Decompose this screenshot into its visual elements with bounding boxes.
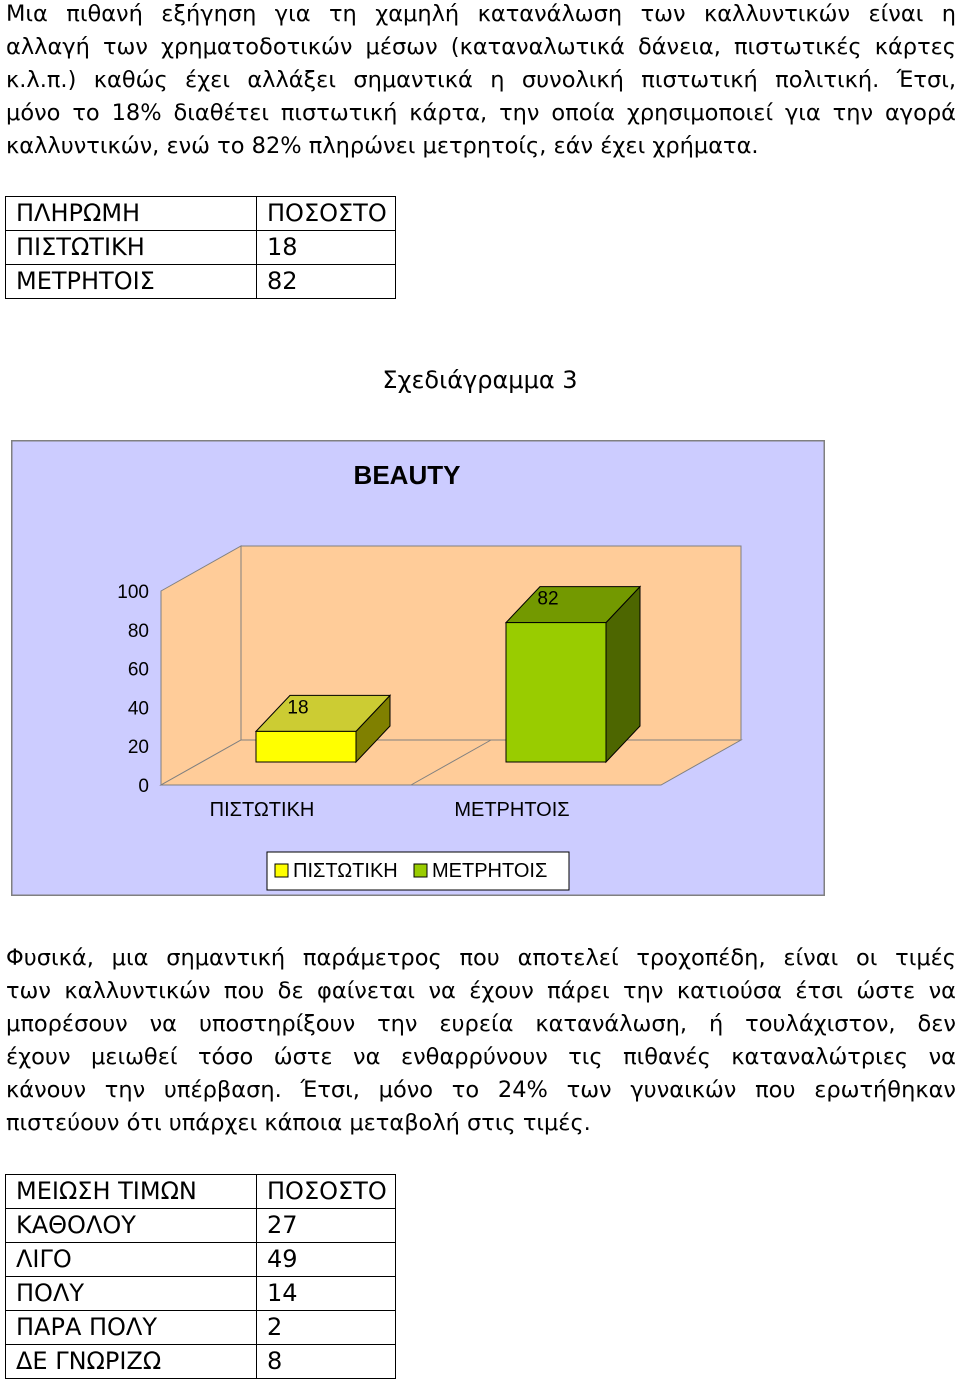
table-cell: ΠΑΡΑ ΠΟΛΥ bbox=[6, 1311, 257, 1345]
legend-label: ΠΙΣΤΩΤΙΚΗ bbox=[293, 860, 398, 882]
table-cell: 82 bbox=[257, 265, 396, 299]
second-line-3: μπορέσουν να υποστηρίξουν την ευρεία κατανάλωση, ή τουλάχιστον, δεν bbox=[6, 1011, 956, 1037]
table-row bbox=[6, 1345, 396, 1379]
legend-swatch bbox=[414, 864, 427, 877]
table-cell: ΛΙΓΟ bbox=[6, 1243, 257, 1277]
second-line-5: κάνουν την υπέρβαση. Έτσι, μόνο το 24% των γυναικών που ερωτήθηκαν bbox=[6, 1077, 956, 1103]
table-cell: 8 bbox=[257, 1345, 396, 1379]
table-row bbox=[6, 1277, 396, 1311]
y-tick-label: 0 bbox=[138, 776, 149, 797]
table-header-cell: ΠΛΗΡΩΜΗ bbox=[6, 197, 257, 231]
y-tick-label: 80 bbox=[127, 620, 149, 642]
intro-line-5: καλλυντικών, ενώ το 82% πληρώνει μετρητοίς, εάν έχει χρήματα. bbox=[6, 133, 759, 159]
bar-chart bbox=[11, 440, 825, 896]
legend-swatch bbox=[275, 864, 288, 877]
chart-title: BEAUTY bbox=[353, 460, 461, 490]
second-line-4: έχουν μειωθεί τόσο ώστε να ενθαρρύνουν τις πιθανές καταναλώτριες να bbox=[6, 1044, 956, 1070]
y-tick-label: 20 bbox=[127, 737, 149, 759]
second-paragraph bbox=[6, 942, 956, 1140]
bar bbox=[506, 623, 606, 762]
table-header-row bbox=[6, 197, 396, 231]
table-row bbox=[6, 1243, 396, 1277]
data-label: 18 bbox=[287, 697, 309, 719]
bar bbox=[256, 731, 356, 762]
table-cell: 27 bbox=[257, 1209, 396, 1243]
intro-line-3: κ.λ.π.) καθώς έχει αλλάξει σημαντικά η συνολική πιστωτική πολιτική. Έτσι, bbox=[6, 67, 956, 93]
y-tick-label: 60 bbox=[127, 659, 149, 681]
table-cell: 14 bbox=[257, 1277, 396, 1311]
data-label: 82 bbox=[537, 588, 559, 610]
table-cell: 49 bbox=[257, 1243, 396, 1277]
price-table bbox=[5, 1174, 396, 1379]
table-row bbox=[6, 1209, 396, 1243]
intro-line-2: αλλαγή των χρηματοδοτικών μέσων (καταναλωτικά δάνεια, πιστωτικές κάρτες bbox=[6, 34, 956, 60]
table-header-row bbox=[6, 1175, 396, 1209]
y-tick-label: 40 bbox=[127, 698, 149, 720]
table-cell: ΠΟΛΥ bbox=[6, 1277, 257, 1311]
y-tick-label: 100 bbox=[117, 582, 149, 603]
table-row bbox=[6, 231, 396, 265]
legend-label: ΜΕΤΡΗΤΟΙΣ bbox=[432, 860, 548, 882]
second-line-1: Φυσικά, μια σημαντική παράμετρος που αποτελεί τροχοπέδη, είναι οι τιμές bbox=[6, 945, 956, 971]
table-cell: ΔΕ ΓΝΩΡΙΖΩ bbox=[6, 1345, 257, 1379]
chart-caption: Σχεδιάγραμμα 3 bbox=[382, 366, 578, 394]
second-line-2: των καλλυντικών που δε φαίνεται να έχουν πάρει την κατιούσα έτσι ώστε να bbox=[6, 978, 956, 1004]
table-cell: ΜΕΤΡΗΤΟΙΣ bbox=[6, 265, 257, 299]
table-header-cell: ΜΕΙΩΣΗ ΤΙΜΩΝ bbox=[6, 1175, 257, 1209]
intro-line-4: μόνο το 18% διαθέτει πιστωτική κάρτα, την οποία χρησιμοποιεί για την αγορά bbox=[6, 100, 956, 126]
table-row bbox=[6, 1311, 396, 1345]
intro-line-1: Μια πιθανή εξήγηση για τη χαμηλή κατανάλωση των καλλυντικών είναι η bbox=[6, 1, 956, 27]
intro-paragraph bbox=[6, 0, 956, 163]
chart-legend bbox=[267, 852, 569, 890]
table-cell: 2 bbox=[257, 1311, 396, 1345]
table-row bbox=[6, 265, 396, 299]
x-tick-label: ΜΕΤΡΗΤΟΙΣ bbox=[454, 799, 570, 821]
second-line-6: πιστεύουν ότι υπάρχει κάποια μεταβολή στις τιμές. bbox=[6, 1110, 591, 1136]
table-cell: ΚΑΘΟΛΟΥ bbox=[6, 1209, 257, 1243]
chart-container bbox=[11, 440, 825, 896]
x-tick-label: ΠΙΣΤΩΤΙΚΗ bbox=[209, 799, 315, 821]
payment-table bbox=[5, 196, 396, 299]
table-header-cell: ΠΟΣΟΣΤΟ bbox=[257, 197, 396, 231]
table-header-cell: ΠΟΣΟΣΤΟ bbox=[257, 1175, 396, 1209]
table-cell: 18 bbox=[257, 231, 396, 265]
table-cell: ΠΙΣΤΩΤΙΚΗ bbox=[6, 231, 257, 265]
